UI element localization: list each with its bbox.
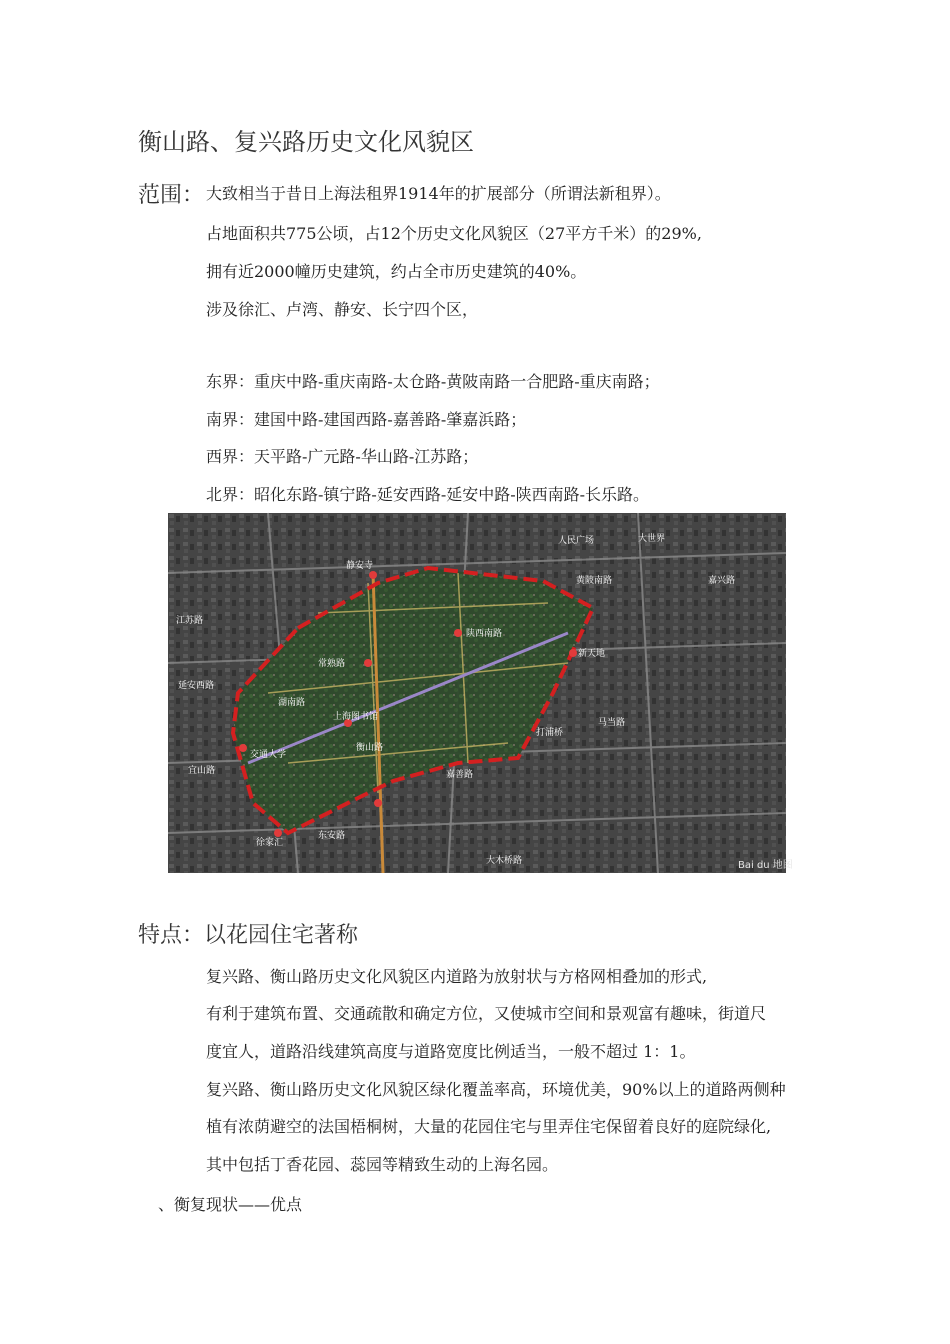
features-line: 其中包括丁香花园、蕊园等精致生动的上海名园。 [206,1155,559,1174]
map-svg [168,513,793,873]
map-watermark: Bai du 地图 [738,860,793,871]
map-label: 东安路 [318,831,346,841]
boundary-south: 南界：建国中路-建国西路-嘉善路-肇嘉浜路； [206,410,527,429]
map-label: 大世界 [638,534,666,544]
map-label: 新天地 [578,649,606,659]
features-heading: 特点：以花园住宅著称 [138,923,359,948]
map-label: 打浦桥 [536,728,564,738]
page-title: 衡山路、复兴路历史文化风貌区 [138,128,474,156]
map-label: 衡山路 [356,743,384,753]
scope-line: 涉及徐汇、卢湾、静安、长宁四个区， [206,300,479,319]
boundary-north: 北界：昭化东路-镇宁路-延安西路-延安中路-陕西南路-长乐路。 [206,485,650,504]
map-label: 交通大学 [250,750,287,760]
map-label: 嘉善路 [446,770,474,780]
scope-line: 占地面积共775公顷，占12个历史文化风貌区（27平方千米）的29%, [206,224,702,243]
map-label: 常熟路 [318,659,346,669]
map-label: 徐家汇 [256,838,284,848]
map-label: 延安西路 [178,681,215,691]
features-line: 植有浓荫避空的法国梧桐树，大量的花园住宅与里弄住宅保留着良好的庭院绿化, [206,1117,772,1136]
scope-first-line: 大致相当于昔日上海法租界1914年的扩展部分（所谓法新租界）。 [206,184,671,203]
map-label: 大木桥路 [486,856,523,866]
scope-line: 拥有近2000幢历史建筑，约占全市历史建筑的40%。 [206,262,587,281]
map-label: 宜山路 [188,766,216,776]
map-label: 上海图书馆 [333,712,379,722]
features-line: 有利于建筑布置、交通疏散和确定方位，又使城市空间和景观富有趣味，街道尺 [206,1004,767,1023]
features-line: 度宜人，道路沿线建筑高度与道路宽度比例适当，一般不超过 1：1。 [206,1042,696,1061]
map-label: 人民广场 [558,536,595,546]
map-label: 陕西南路 [466,629,503,639]
map-label: 嘉兴路 [708,576,736,586]
district-map-image [168,513,793,873]
boundary-east: 东界：重庆中路-重庆南路-太仓路-黄陂南路一合肥路-重庆南路； [206,372,660,391]
boundary-west: 西界：天平路-广元路-华山路-江苏路； [206,447,479,466]
scope-label: 范围： [138,183,205,208]
footer-note: 、衡复现状——优点 [158,1195,303,1214]
map-label: 湖南路 [278,698,306,708]
features-line: 复兴路、衡山路历史文化风貌区绿化覆盖率高，环境优美，90%以上的道路两侧种 [206,1080,786,1099]
map-label: 静安寺 [346,561,374,571]
map-label: 马当路 [598,718,626,728]
features-line: 复兴路、衡山路历史文化风貌区内道路为放射状与方格网相叠加的形式, [206,967,708,986]
map-label: 江苏路 [176,616,204,626]
map-label: 黄陂南路 [576,576,613,586]
